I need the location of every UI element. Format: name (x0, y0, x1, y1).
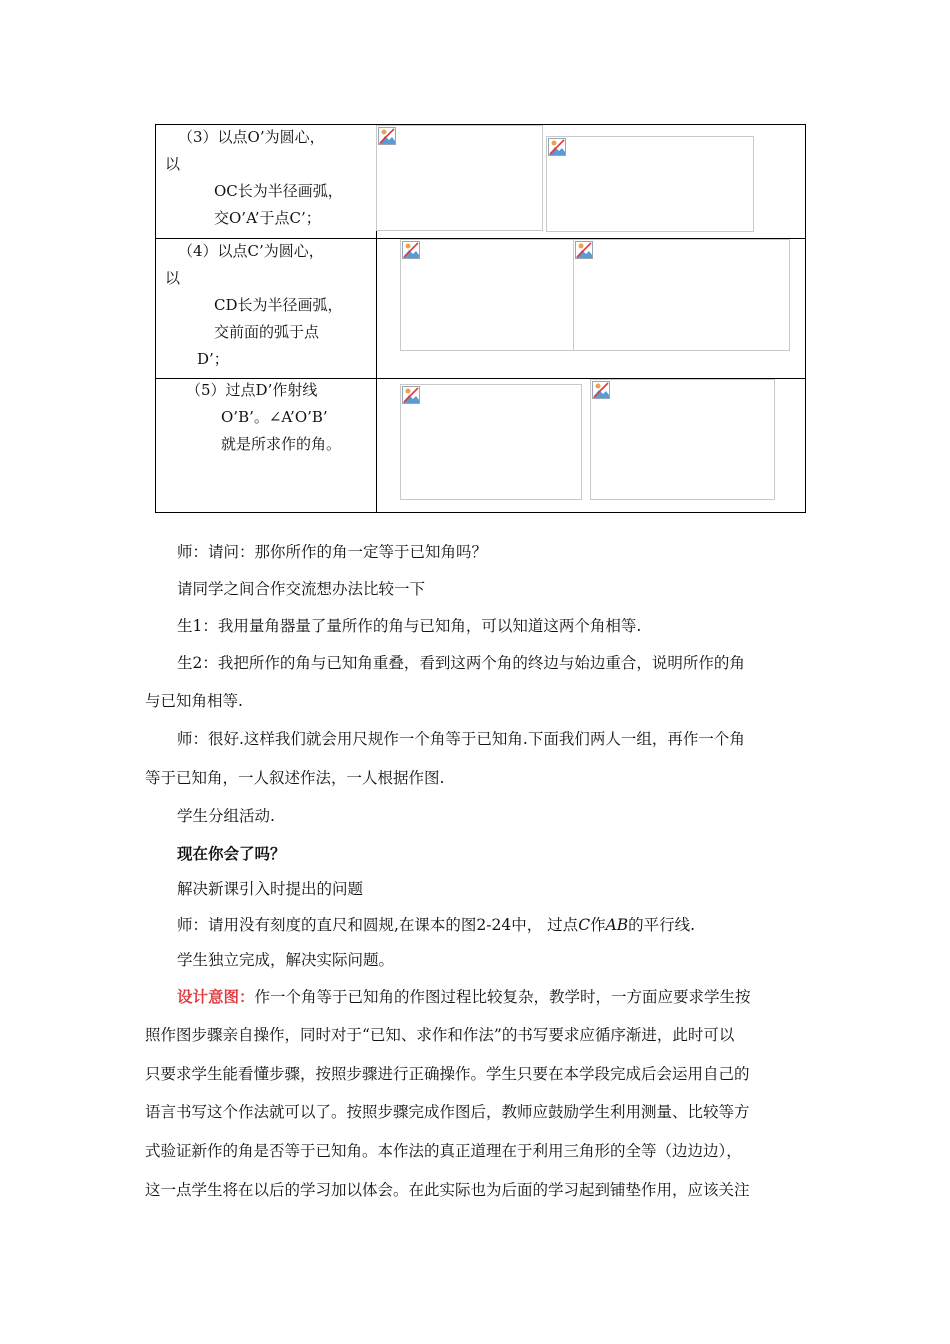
figure-image (573, 239, 790, 351)
broken-image-icon (575, 241, 593, 259)
design-intent-line: 式验证新作的角是否等于已知角。本作法的真正道理在于利用三角形的全等（边边边）， (145, 1142, 742, 1160)
instruction-line: 请同学之间合作交流想办法比较一下 (177, 580, 426, 598)
design-intent-line: 只要求学生能看懂步骤，按照步骤进行正确操作。学生只要在本学段完成后会运用自己的 (145, 1065, 750, 1083)
step-line: 交O’A’于点C’； (214, 209, 321, 227)
step-line: 以 (165, 155, 181, 173)
dialogue-student-1: 生1：我用量角器量了量所作的角与已知角，可以知道这两个角相等. (177, 617, 642, 635)
step-line: （4）以点C’为圆心， (178, 242, 324, 260)
task-line: 解决新课引入时提出的问题 (177, 880, 364, 898)
broken-image-icon (402, 386, 420, 404)
step-row-5 (156, 379, 805, 512)
point-c-label: C (578, 916, 591, 934)
broken-image-icon (402, 241, 420, 259)
line-ab-label: AB (605, 916, 629, 934)
figure-image (546, 136, 754, 232)
figure-image (400, 239, 575, 351)
teacher-task-line (177, 913, 695, 935)
step-line: CD长为半径画弧， (214, 296, 343, 314)
step-line: （3）以点O’为圆心， (178, 128, 325, 146)
step-line: 交前面的弧于点 (214, 323, 320, 341)
section-heading: 现在你会了吗？ (177, 844, 286, 863)
dialogue-student-2-cont: 与已知角相等. (145, 692, 243, 710)
step-row-4 (156, 239, 805, 379)
step-row-3 (156, 125, 805, 239)
step-line: 就是所求作的角。 (221, 435, 342, 453)
design-intent-line: 语言书写这个作法就可以了。按照步骤完成作图后，教师应鼓励学生利用测量、比较等方 (145, 1103, 750, 1121)
step-line: OC长为半径画弧， (214, 182, 343, 200)
task-text: 师：请用没有刻度的直尺和圆规,在课本的图2-24中， 过点 (177, 916, 579, 934)
student-task-line: 学生独立完成，解决实际问题。 (177, 951, 395, 969)
broken-image-icon (378, 127, 396, 145)
construction-steps-table (155, 124, 806, 513)
dialogue-teacher-reply-cont: 等于已知角，一人叙述作法，一人根据作图. (145, 769, 445, 787)
design-intent-line (177, 985, 751, 1007)
step-line: O’B’。∠A’O’B’ (221, 408, 328, 426)
dialogue-teacher-reply: 师：很好.这样我们就会用尺规作一个角等于已知角.下面我们两人一组，再作一个角 (177, 730, 745, 748)
broken-image-icon (592, 381, 610, 399)
column-divider (376, 379, 377, 512)
figure-image (590, 379, 775, 500)
dialogue-student-2: 生2：我把所作的角与已知角重叠，看到这两个角的终边与始边重合，说明所作的角 (177, 654, 745, 672)
activity-line: 学生分组活动. (177, 807, 275, 825)
design-intent-line: 照作图步骤亲自操作，同时对于“已知、求作和作法”的书写要求应循序渐进，此时可以 (145, 1026, 735, 1044)
step-line: D’； (197, 350, 229, 368)
dialogue-teacher-question: 师：请问：那你所作的角一定等于已知角吗？ (177, 543, 488, 561)
design-intent-text: 作一个角等于已知角的作图过程比较复杂，教学时，一方面应要求学生按 (254, 988, 751, 1006)
design-intent-line: 这一点学生将在以后的学习加以体会。在此实际也为后面的学习起到铺垫作用，应该关注 (145, 1181, 750, 1199)
step-line: （5）过点D’作射线 (186, 381, 318, 399)
step-line: 以 (165, 269, 181, 287)
task-text: 的平行线. (628, 916, 696, 934)
figure-image (376, 125, 543, 231)
figure-image (400, 384, 582, 500)
design-intent-label: 设计意图： (177, 987, 255, 1006)
column-divider (376, 239, 377, 378)
broken-image-icon (548, 138, 566, 156)
task-text: 作 (590, 916, 606, 934)
